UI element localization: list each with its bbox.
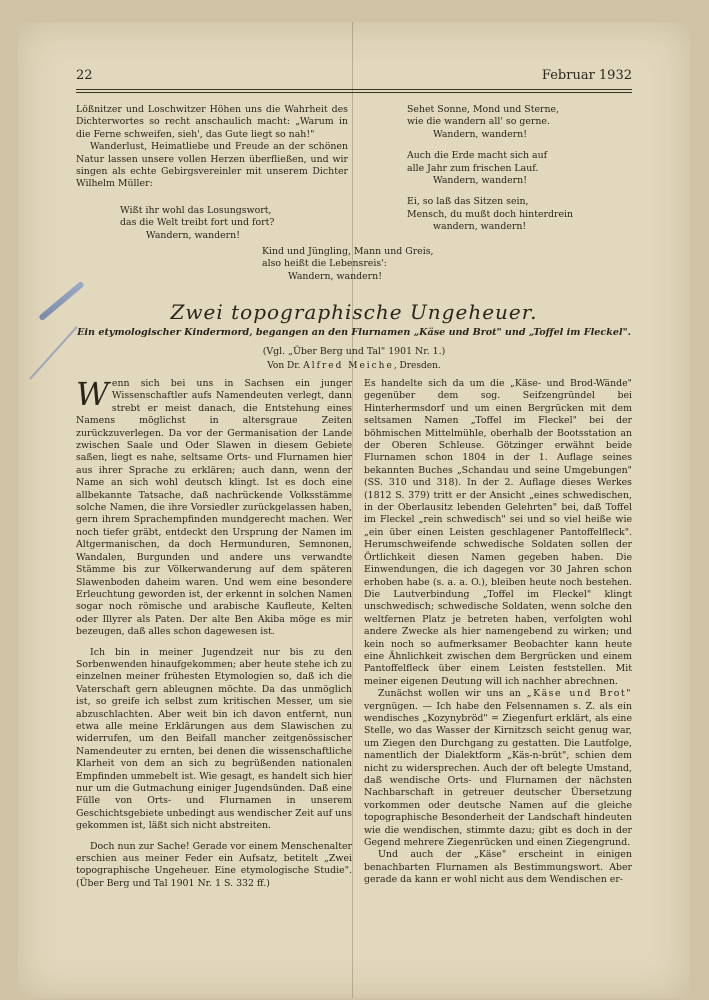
verse-line: Ei, so laß das Sitzen sein, bbox=[407, 196, 529, 208]
article-paragraph bbox=[364, 688, 632, 849]
verse-left bbox=[120, 205, 274, 242]
article-paragraph: Es handelte sich da um die „Käse- und Brod-Wände" gegenüber dem sog. Seifzengründel bei Hinterhermsdorf und um einen Bergrücken mit dem seltsamen Namen „Toffel im Fleckel" bei der böhmischen Mittelmühle, oberhalb der Bootsstation an der Oberen Schleuse. Götzinger erwähnt beide Flurnamen schon 1804 in der 1. Auflage seines bekannten Buches „Schandau und seine Umgebungen" (SS. 310 und 318). In der 2. Auflage dieses Werkes (1812 S. 379) tritt er der Ansicht „eines schwedischen, in der Oberlausitz lebenden Gelehrten" bei, daß Toffel im Fleckel „rein schwedisch" sei und so viel heiße wie „ein über einen Leisten geschlagener Pantoffelfleck". Herumschweifende schwedische Soldaten sollen der Örtlichkeit diesen Namen gegeben haben. Die Einwendungen, die ich dagegen vor 30 Jahren schon erhoben habe (s. a. a. O.), bleiben heute noch bestehen. Die Lautverbindung „Toffel im Fleckel" klingt unschwedisch; schwedische Soldaten, wenn solche den weltfernen Platz je betreten haben, verfolgten wohl andere Zwecke als hier namengebend zu wirken; und kein noch so aufmerksamer Beobachter kann heute eine Ähnlichkeit zwischen dem Bergrücken und einem Pantoffelfleck über einem Leisten feststellen. Mit meiner eigenen Deutung will ich nachher abrechnen. bbox=[364, 378, 632, 687]
verse-stanza bbox=[407, 150, 573, 187]
header-rule-double bbox=[76, 92, 632, 93]
verse-refrain: Wandern, wandern! bbox=[146, 229, 240, 241]
verse-stanza bbox=[407, 196, 573, 233]
verse-refrain: Wandern, wandern! bbox=[433, 175, 527, 187]
page-number: 22 bbox=[76, 68, 93, 83]
verse-line: Kind und Jüngling, Mann und Greis, bbox=[262, 246, 434, 257]
article-paragraph: Doch nun zur Sache! Gerade vor einem Menschenalter erschien aus meiner Feder ein Aufsatz, betitelt „Zwei topographische Ungeheuer. Eine etymologische Studie". (Über Berg und Tal 1901 Nr. 1 S. 332 ff.) bbox=[76, 840, 352, 889]
verse-refrain: wandern, wandern! bbox=[433, 221, 527, 233]
intro-column bbox=[76, 104, 348, 191]
paragraph-text: Zunächst wollen wir uns an bbox=[378, 688, 521, 700]
drop-cap: W bbox=[76, 375, 109, 413]
author-place: , Dresden. bbox=[393, 361, 441, 371]
article-reference: (Vgl. „Über Berg und Tal" 1901 Nr. 1.) bbox=[262, 346, 446, 357]
verse-line: Mensch, du mußt doch hinterdrein bbox=[407, 208, 574, 220]
article-paragraph bbox=[76, 375, 352, 639]
page-fold bbox=[352, 22, 353, 998]
page-header bbox=[76, 68, 632, 88]
author-prefix: Von Dr. bbox=[267, 361, 301, 371]
intro-paragraph: Lößnitzer und Loschwitzer Höhen uns die Wahrheit des Dichterwortes so recht anschaulich macht: „Warum in die Ferne schweifen, sieh', das Gute liegt so nah!" bbox=[76, 104, 348, 140]
paragraph-text: vergnügen. — Ich habe den Felsennamen s. Z. als ein wendisches „Kozynybröd" = Ziegenfurt erklärt, als eine Stelle, wo das Wasser der Kirnitzsch seicht genug war, um Ziegen den Durchgang zu gestatten. Die Lautfolge, namentlich der Dialektform „Käs-n-brüt", schien dem nicht zu widersprechen. Auch der oft belegte Umstand, daß wendische Orts- und Flurnamen der nächsten Nachbarschaft in getreuer deutscher Übersetzung vorkommen oder deutsche Namen auf die gleiche topographische Besonderheit der Landschaft hindeuten wie die wendischen, stimmte dazu; gibt es doch in der Gegend mehrere Ziegenrücken und einen Ziegengrund. bbox=[364, 700, 632, 849]
header-rule bbox=[76, 89, 632, 90]
article-column-right bbox=[364, 378, 632, 887]
verse-refrain: Wandern, wandern! bbox=[433, 128, 527, 140]
verse-stanza bbox=[407, 104, 573, 141]
verse-line: wie die wandern all' so gerne. bbox=[407, 116, 550, 128]
verse-line: Wißt ihr wohl das Losungswort, bbox=[120, 205, 272, 216]
verse-center bbox=[262, 246, 434, 283]
article-column-left bbox=[76, 375, 352, 890]
verse-right bbox=[407, 104, 573, 243]
article-paragraph: Und auch der „Käse" erscheint in einigen benachbarten Flurnamen als Bestimmungswort. Aber gerade da kann er wohl nicht aus dem Wendischen er- bbox=[364, 849, 632, 886]
intro-paragraph: Wanderlust, Heimatliebe und Freude an der schönen Natur lassen unsere vollen Herzen überfließen, und wir singen als echte Gebirgsvereinler mit unserem Dichter Wilhelm Müller: bbox=[76, 141, 348, 190]
verse-line: Sehet Sonne, Mond und Sterne, bbox=[407, 104, 560, 115]
article-author bbox=[76, 361, 632, 371]
spaced-term: „Käse und Brot" bbox=[526, 688, 632, 700]
verse-refrain: Wandern, wandern! bbox=[288, 270, 382, 282]
verse-line: Auch die Erde macht sich auf bbox=[407, 150, 548, 162]
article-title: Zwei topographische Ungeheuer. bbox=[170, 300, 538, 324]
paragraph-text: enn sich bei uns in Sachsen ein junger Wissenschaftler aufs Namendeuten verlegt, dann strebt er meist danach, die Entstehung eines Namens möglichst in altersgraue Zeiten zurückzuverlegen. Da vor der Germanisation der Lande zwischen Saale und Oder Slawen in diesem Gebiete saßen, liegt es nahe, seltsame Orts- und Flurnamen hier aus ihrer Sprache zu erklären; auch dann, wenn der Name an sich wohl deutsch klingt. Ist es doch eine allbekannte Tatsache, daß nachrückende Volksstämme solche Namen, die ihre Vorsiedler zurückgelassen haben, gern ihrem Sprachempfinden mundgerecht machen. Wer noch tiefer gräbt, entdeckt den Ursprung der Namen im Altgermanischen, da doch Hermunduren, Semnonen, Wandalen, Burgunden und andere uns verwandte Stämme bis zur Völkerwanderung auf dem späteren Slawenboden daheim waren. Und wem eine besondere Erleuchtung geworden ist, der erkennt in solchen Namen sogar noch römische und arabische Kaufleute, Kelten oder Illyrer als Paten. Der alte Ben Akiba möge es mir bezeugen, daß alles schon dagewesen ist. bbox=[76, 378, 352, 638]
verse-line: also heißt die Lebensreis': bbox=[262, 258, 387, 270]
verse-line: alle Jahr zum frischen Lauf. bbox=[407, 162, 539, 174]
article-subtitle: Ein etymologischer Kindermord, begangen an den Flurnamen „Käse und Brot" und „Toffel im Fleckel". bbox=[77, 327, 631, 338]
author-name: Alfred Meiche bbox=[303, 361, 394, 371]
issue-date: Februar 1932 bbox=[541, 68, 632, 83]
article-paragraph: Ich bin in meiner Jugendzeit nur bis zu den Sorbenwenden hinaufgekommen; aber heute stehe ich zu einzelnen meiner frühesten Etymologien so, daß ich die Vaterschaft gern ableugnen möchte. Da das unmöglich ist, so greife ich selbst zum kritischen Messer, um sie abzuschlachten. Aber weit bin ich davon entfernt, nun etwa alle meine Erklärungen aus dem Slawischen zu widerrufen, um den Beifall mancher zeitgenössischer Namendeuter zu ernten, bei denen die wissenschaftliche Klarheit von dem an sich zu begrüßenden nationalen Empfinden ummebelt ist. Wie gesagt, es handelt sich hier nur um die Gutmachung einiger Jugendsünden. Daß eine Fülle von Orts- und Flurnamen in unserem Geschichtsgebiete unbedingt aus wendischer Zeit auf uns gekommen ist, läßt sich nicht abstreiten. bbox=[76, 646, 352, 832]
verse-line: das die Welt treibt fort und fort? bbox=[120, 217, 275, 229]
